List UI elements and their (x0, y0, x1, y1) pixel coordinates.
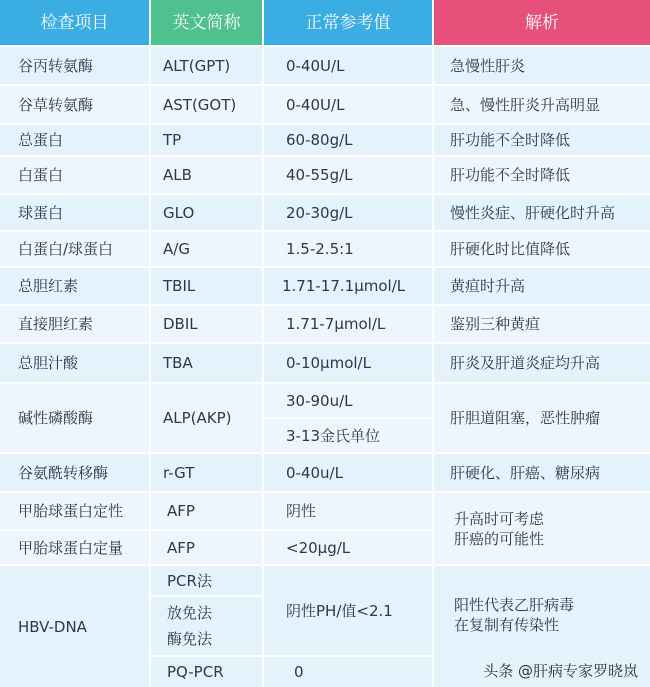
table-cell: PQ-PCR (151, 657, 262, 687)
table-cell: 60-80g/L (264, 125, 432, 155)
table-cell: ALB (151, 157, 262, 193)
table-cell: TBIL (151, 268, 262, 304)
table-cell: A/G (151, 232, 262, 266)
table-cell: ALT(GPT) (151, 47, 262, 84)
table-cell: 直接胆红素 (0, 306, 149, 342)
header-analysis: 解析 (434, 0, 650, 45)
header-abbr: 英文简称 (151, 0, 262, 45)
method-label: 放免法 (167, 604, 213, 622)
table-cell: 阴性PH/值<2.1 (264, 566, 432, 655)
table-cell: TP (151, 125, 262, 155)
table-cell: ALP(AKP) (151, 384, 262, 452)
table-cell: 1.71-7μmol/L (264, 306, 432, 342)
table-cell: 谷丙转氨酶 (0, 47, 149, 84)
table-cell: 1.5-2.5:1 (264, 232, 432, 266)
table-cell: 鉴别三种黄疸 (434, 306, 650, 342)
table-cell: 肝硬化时比值降低 (434, 232, 650, 266)
table-cell: 肝硬化、肝癌、糖尿病 (434, 454, 650, 491)
header-item: 检查项目 (0, 0, 149, 45)
table-cell: 肝胆道阻塞，恶性肿瘤 (434, 384, 650, 452)
note-line: 在复制有传染性 (454, 615, 560, 634)
table-cell: 甲胎球蛋白定性 (0, 493, 149, 529)
table-cell: 0-40u/L (264, 454, 432, 491)
table-cell: 黄疸时升高 (434, 268, 650, 304)
table-cell: 甲胎球蛋白定量 (0, 531, 149, 564)
table-cell: 0-10μmol/L (264, 344, 432, 382)
table-cell: 肝炎及肝道炎症均升高 (434, 344, 650, 382)
table-cell: 肝功能不全时降低 (434, 157, 650, 193)
table-cell (151, 597, 262, 655)
table-cell: 谷氨酰转移酶 (0, 454, 149, 491)
table-cell: 球蛋白 (0, 195, 149, 230)
table-cell: 碱性磷酸酶 (0, 384, 149, 452)
table-cell: r-GT (151, 454, 262, 491)
table-cell: GLO (151, 195, 262, 230)
table-cell: 总胆汁酸 (0, 344, 149, 382)
table-cell: 0-40U/L (264, 47, 432, 84)
table-cell: 白蛋白 (0, 157, 149, 193)
afp-note-cell (434, 493, 650, 564)
table-cell: 1.71-17.1μmol/L (264, 268, 432, 304)
table-cell: 0 (264, 657, 432, 687)
table-cell: 3-13金氏单位 (264, 419, 432, 452)
table-cell: AFP (151, 493, 262, 529)
table-cell: 急慢性肝炎 (434, 47, 650, 84)
table-cell: 急、慢性肝炎升高明显 (434, 86, 650, 123)
table-cell: TBA (151, 344, 262, 382)
table-cell: DBIL (151, 306, 262, 342)
table-cell: 慢性炎症、肝硬化时升高 (434, 195, 650, 230)
table-cell: <20μg/L (264, 531, 432, 564)
note-line: 肝癌的可能性 (454, 529, 545, 548)
watermark: 头条 @肝病专家罗晓岚 (483, 662, 638, 680)
table-cell: 40-55g/L (264, 157, 432, 193)
note-line: 升高时可考虑 (454, 509, 545, 528)
method-label: 酶免法 (167, 630, 213, 648)
table-cell: 谷草转氨酶 (0, 86, 149, 123)
table-cell: AFP (151, 531, 262, 564)
header-reference: 正常参考值 (264, 0, 432, 45)
note-line: 阳性代表乙肝病毒 (454, 595, 575, 614)
table-cell: AST(GOT) (151, 86, 262, 123)
table-cell: 白蛋白/球蛋白 (0, 232, 149, 266)
table-cell: 总蛋白 (0, 125, 149, 155)
table-cell: PCR法 (151, 566, 262, 595)
table-cell: 0-40U/L (264, 86, 432, 123)
table-cell: 30-90u/L (264, 384, 432, 417)
table-cell: HBV-DNA (0, 566, 149, 687)
table-cell: 肝功能不全时降低 (434, 125, 650, 155)
table-cell: 20-30g/L (264, 195, 432, 230)
table-cell: 阴性 (264, 493, 432, 529)
table-cell: 总胆红素 (0, 268, 149, 304)
